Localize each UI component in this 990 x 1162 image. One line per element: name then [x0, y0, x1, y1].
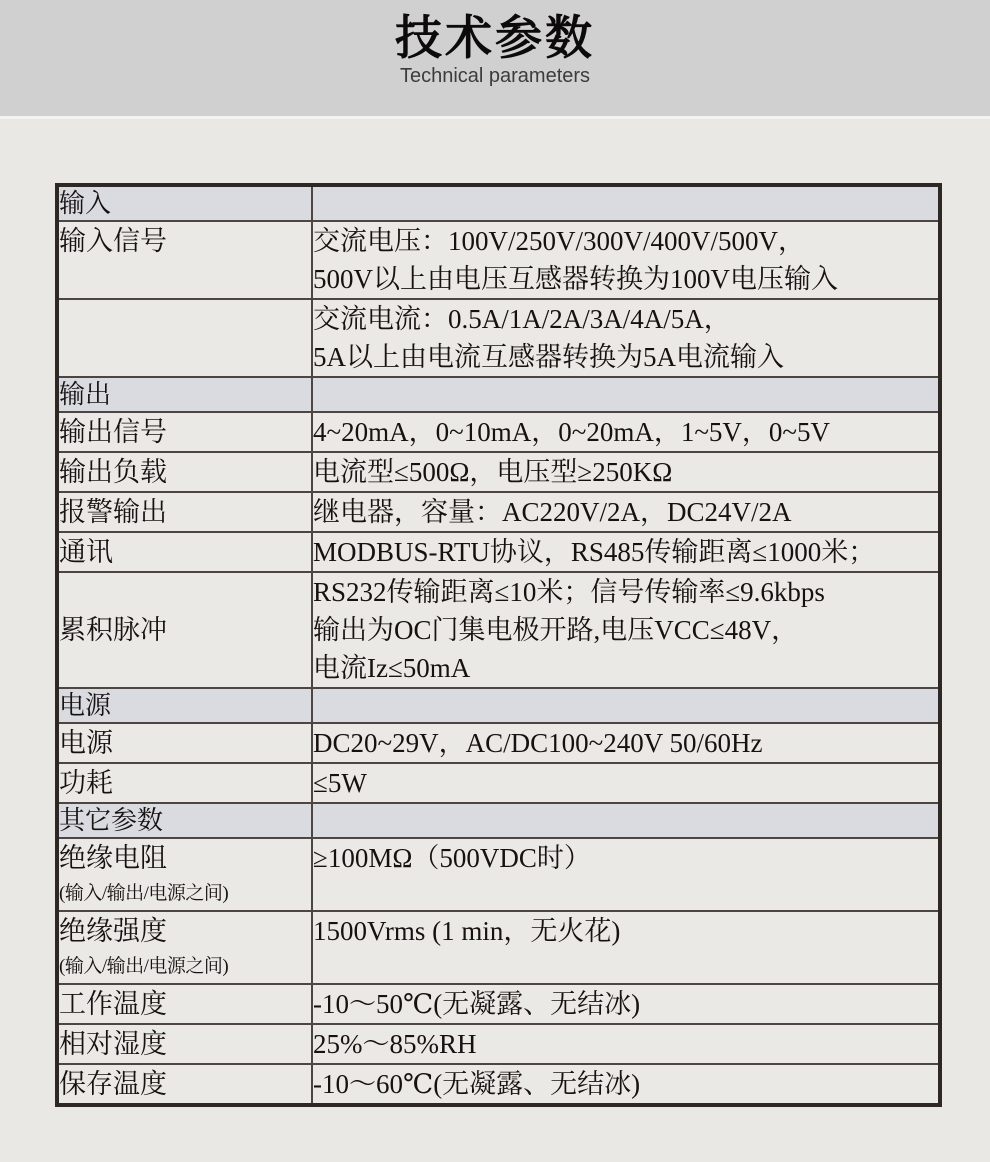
param-value-line: 4~20mA，0~10mA，0~20mA，1~5V，0~5V: [313, 417, 831, 447]
spec-row: [57, 572, 940, 688]
param-value-line: 继电器，容量：AC220V/2A，DC24V/2A: [313, 497, 792, 527]
section-row: [57, 185, 940, 221]
param-value-line: 25%～85%RH: [313, 1029, 477, 1059]
spec-row: [57, 412, 940, 452]
param-value-cell: [312, 838, 940, 911]
param-label: 报警输出: [59, 497, 167, 527]
param-label-cell: [57, 688, 312, 723]
param-value-line: 输出为OC门集电极开路,电压VCC≤48V，: [313, 615, 799, 645]
param-value-line: -10～60℃(无凝露、无结冰): [313, 1069, 641, 1099]
param-sublabel: (输入/输出/电源之间): [59, 883, 229, 904]
spec-table-body: [57, 185, 940, 1105]
spec-row: [57, 532, 940, 572]
param-value-line: 交流电压：100V/250V/300V/400V/500V，: [313, 226, 805, 256]
param-label-cell: [57, 185, 312, 221]
param-label-cell: [57, 838, 312, 911]
param-value-cell: [312, 763, 940, 803]
param-label: 输出负载: [59, 457, 167, 487]
param-label: 通讯: [59, 537, 113, 567]
param-value-line: 500V以上由电压互感器转换为100V电压输入: [313, 264, 838, 294]
param-label: 绝缘电阻: [59, 843, 167, 873]
param-label-cell: [57, 492, 312, 532]
param-value-cell: [312, 492, 940, 532]
page-title: 技术参数: [395, 11, 595, 64]
title-banner: [0, 0, 990, 119]
param-value-line: MODBUS-RTU协议，RS485传输距离≤1000米；: [313, 537, 876, 567]
spec-row: [57, 723, 940, 763]
section-row: [57, 803, 940, 838]
param-value-cell: [312, 1024, 940, 1064]
param-value-line: 1500Vrms (1 min，无火花): [313, 916, 621, 946]
spec-row: [57, 838, 940, 911]
param-value-line: DC20~29V，AC/DC100~240V 50/60Hz: [313, 728, 763, 758]
spec-row: [57, 911, 940, 984]
param-value-cell: [312, 723, 940, 763]
param-value-cell: [312, 452, 940, 492]
param-value-line: 电流Iz≤50mA: [313, 653, 471, 683]
spec-row: [57, 984, 940, 1024]
section-row: [57, 688, 940, 723]
param-label: 保存温度: [59, 1069, 167, 1099]
param-value-line: 电流型≤500Ω，电压型≥250KΩ: [313, 457, 673, 487]
param-value-cell: [312, 911, 940, 984]
param-value-cell: [312, 1064, 940, 1105]
param-sublabel: (输入/输出/电源之间): [59, 956, 229, 977]
param-value-cell: [312, 412, 940, 452]
param-label-cell: [57, 532, 312, 572]
param-label: 电源: [59, 691, 112, 720]
param-label-cell: [57, 299, 312, 377]
param-value-cell: [312, 688, 940, 723]
param-label-cell: [57, 984, 312, 1024]
param-value-cell: [312, 803, 940, 838]
param-value-line: ≤5W: [313, 768, 367, 798]
param-label: 绝缘强度: [59, 916, 167, 946]
spec-row: [57, 1064, 940, 1105]
param-value-cell: [312, 185, 940, 221]
param-label-cell: [57, 1064, 312, 1105]
param-label-cell: [57, 221, 312, 299]
param-value-cell: [312, 299, 940, 377]
param-label: 功耗: [59, 768, 113, 798]
param-label-cell: [57, 452, 312, 492]
param-label-cell: [57, 1024, 312, 1064]
param-value-cell: [312, 572, 940, 688]
param-label-cell: [57, 412, 312, 452]
param-label-cell: [57, 763, 312, 803]
param-label: 电源: [59, 728, 113, 758]
spec-row: [57, 492, 940, 532]
param-label: 其它参数: [59, 806, 164, 835]
param-value-line: 交流电流：0.5A/1A/2A/3A/4A/5A，: [313, 304, 731, 334]
param-label: 输入: [59, 189, 112, 218]
spec-row: [57, 221, 940, 299]
param-value-line: 5A以上由电流互感器转换为5A电流输入: [313, 342, 784, 372]
param-label-cell: [57, 911, 312, 984]
param-value-line: RS232传输距离≤10米；信号传输率≤9.6kbps: [313, 577, 825, 607]
param-label: 输入信号: [59, 226, 167, 256]
param-label-cell: [57, 803, 312, 838]
param-label: 输出信号: [59, 417, 167, 447]
param-value-cell: [312, 221, 940, 299]
spec-row: [57, 299, 940, 377]
param-value-cell: [312, 532, 940, 572]
param-label: 输出: [59, 380, 112, 409]
spec-row: [57, 452, 940, 492]
param-value-cell: [312, 377, 940, 412]
page-subtitle: Technical parameters: [399, 65, 591, 87]
param-value-cell: [312, 984, 940, 1024]
spec-table: [55, 183, 942, 1107]
spec-row: [57, 763, 940, 803]
param-label: 累积脉冲: [59, 615, 167, 645]
param-value-line: ≥100MΩ（500VDC时）: [313, 843, 591, 873]
param-label: 工作温度: [59, 989, 167, 1019]
param-label-cell: [57, 723, 312, 763]
param-value-line: -10～50℃(无凝露、无结冰): [313, 989, 641, 1019]
param-label-cell: [57, 572, 312, 688]
section-row: [57, 377, 940, 412]
param-label: 相对湿度: [59, 1029, 167, 1059]
param-label-cell: [57, 377, 312, 412]
spec-row: [57, 1024, 940, 1064]
